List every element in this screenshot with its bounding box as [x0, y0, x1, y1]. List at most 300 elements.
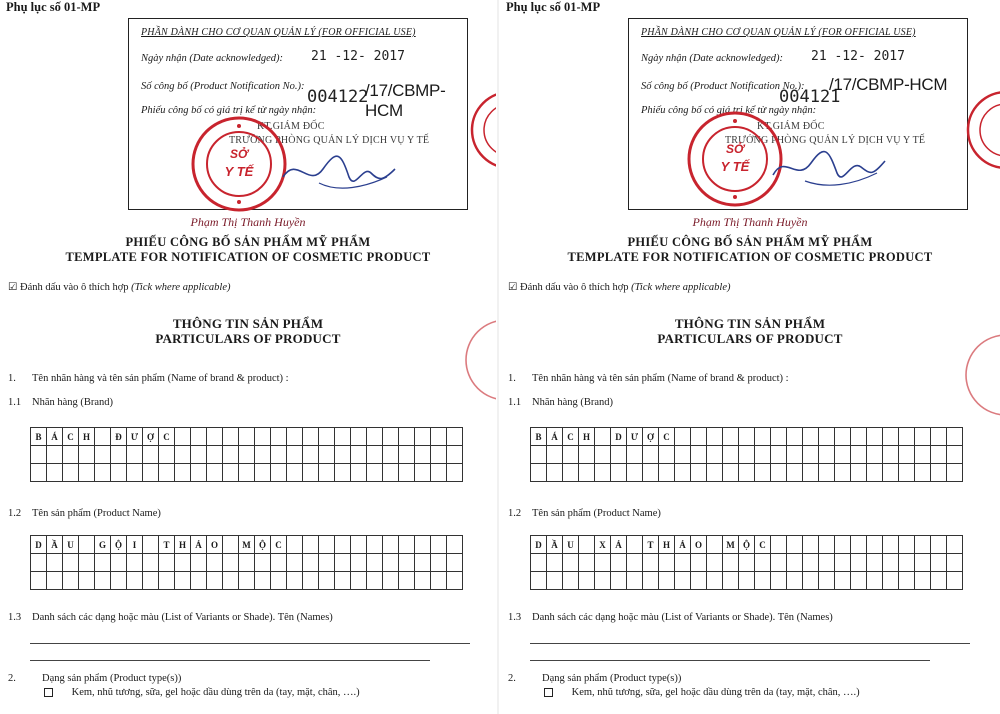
grid-cell[interactable]	[531, 446, 547, 464]
grid-cell[interactable]	[883, 446, 899, 464]
grid-cell[interactable]	[223, 536, 239, 554]
grid-cell[interactable]	[271, 572, 287, 590]
grid-cell[interactable]	[399, 536, 415, 554]
grid-cell[interactable]	[771, 464, 787, 482]
grid-cell[interactable]	[175, 554, 191, 572]
grid-cell[interactable]	[691, 554, 707, 572]
grid-cell[interactable]	[563, 554, 579, 572]
grid-cell[interactable]	[947, 446, 963, 464]
grid-cell[interactable]	[787, 554, 803, 572]
grid-cell[interactable]	[931, 428, 947, 446]
grid-cell[interactable]	[755, 464, 771, 482]
grid-cell[interactable]	[303, 464, 319, 482]
grid-cell[interactable]	[415, 446, 431, 464]
grid-cell[interactable]	[787, 572, 803, 590]
grid-cell[interactable]	[95, 554, 111, 572]
grid-cell[interactable]	[867, 536, 883, 554]
grid-cell[interactable]	[415, 428, 431, 446]
grid-cell[interactable]	[771, 428, 787, 446]
grid-cell[interactable]	[755, 572, 771, 590]
grid-cell[interactable]	[399, 464, 415, 482]
grid-cell[interactable]: B	[531, 428, 547, 446]
grid-cell[interactable]	[803, 536, 819, 554]
grid-cell[interactable]: U	[63, 536, 79, 554]
grid-cell[interactable]: O	[207, 536, 223, 554]
grid-cell[interactable]	[675, 428, 691, 446]
grid-cell[interactable]	[47, 446, 63, 464]
grid-cell[interactable]: B	[31, 428, 47, 446]
grid-cell[interactable]	[819, 446, 835, 464]
grid-cell[interactable]	[579, 536, 595, 554]
grid-cell[interactable]	[63, 464, 79, 482]
grid-cell[interactable]	[739, 446, 755, 464]
grid-cell[interactable]	[367, 572, 383, 590]
checkbox-empty-icon[interactable]	[44, 688, 53, 697]
grid-cell[interactable]	[399, 446, 415, 464]
grid-cell[interactable]	[351, 428, 367, 446]
grid-cell[interactable]	[159, 554, 175, 572]
grid-cell[interactable]	[835, 554, 851, 572]
grid-cell[interactable]: Ầ	[47, 536, 63, 554]
product-type-option[interactable]: Kem, nhũ tương, sữa, gel hoặc dầu dùng trên da (tay, mặt, chân, ….)	[544, 687, 860, 698]
grid-cell[interactable]: H	[659, 536, 675, 554]
grid-cell[interactable]: H	[175, 536, 191, 554]
grid-cell[interactable]	[159, 446, 175, 464]
grid-cell[interactable]	[239, 464, 255, 482]
grid-cell[interactable]	[351, 464, 367, 482]
grid-cell[interactable]	[803, 464, 819, 482]
grid-cell[interactable]	[79, 554, 95, 572]
grid-cell[interactable]: H	[579, 428, 595, 446]
grid-cell[interactable]	[271, 464, 287, 482]
grid-cell[interactable]	[431, 572, 447, 590]
grid-cell[interactable]	[367, 428, 383, 446]
grid-cell[interactable]	[787, 464, 803, 482]
grid-cell[interactable]	[707, 554, 723, 572]
grid-cell[interactable]	[675, 554, 691, 572]
grid-cell[interactable]	[111, 464, 127, 482]
grid-cell[interactable]: D	[611, 428, 627, 446]
grid-cell[interactable]	[835, 428, 851, 446]
grid-cell[interactable]	[191, 446, 207, 464]
grid-cell[interactable]: M	[239, 536, 255, 554]
grid-cell[interactable]	[415, 554, 431, 572]
grid-cell[interactable]	[531, 572, 547, 590]
grid-cell[interactable]	[143, 446, 159, 464]
grid-cell[interactable]	[447, 428, 463, 446]
grid-cell[interactable]	[659, 446, 675, 464]
grid-cell[interactable]	[851, 446, 867, 464]
grid-cell[interactable]	[287, 446, 303, 464]
grid-cell[interactable]: Ộ	[111, 536, 127, 554]
grid-cell[interactable]	[691, 446, 707, 464]
grid-cell[interactable]: Ộ	[739, 536, 755, 554]
grid-cell[interactable]	[175, 572, 191, 590]
grid-cell[interactable]	[207, 572, 223, 590]
grid-cell[interactable]	[947, 536, 963, 554]
grid-cell[interactable]	[723, 464, 739, 482]
grid-cell[interactable]	[239, 446, 255, 464]
grid-cell[interactable]	[287, 536, 303, 554]
grid-cell[interactable]	[883, 428, 899, 446]
grid-cell[interactable]	[367, 536, 383, 554]
grid-cell[interactable]	[367, 464, 383, 482]
grid-cell[interactable]	[947, 554, 963, 572]
grid-cell[interactable]	[127, 572, 143, 590]
grid-cell[interactable]	[931, 446, 947, 464]
grid-cell[interactable]	[563, 464, 579, 482]
grid-cell[interactable]	[111, 554, 127, 572]
grid-cell[interactable]	[947, 464, 963, 482]
grid-cell[interactable]	[643, 446, 659, 464]
grid-cell[interactable]	[867, 428, 883, 446]
grid-cell[interactable]	[447, 572, 463, 590]
grid-cell[interactable]	[867, 554, 883, 572]
grid-cell[interactable]	[787, 428, 803, 446]
grid-cell[interactable]	[771, 536, 787, 554]
grid-cell[interactable]	[835, 572, 851, 590]
grid-cell[interactable]: D	[531, 536, 547, 554]
grid-cell[interactable]	[739, 428, 755, 446]
grid-cell[interactable]	[335, 536, 351, 554]
grid-cell[interactable]	[335, 446, 351, 464]
grid-cell[interactable]: Ầ	[547, 536, 563, 554]
grid-cell[interactable]	[95, 572, 111, 590]
grid-cell[interactable]	[47, 554, 63, 572]
grid-cell[interactable]	[915, 536, 931, 554]
grid-cell[interactable]	[447, 536, 463, 554]
grid-cell[interactable]	[931, 554, 947, 572]
grid-cell[interactable]	[547, 446, 563, 464]
grid-cell[interactable]	[803, 428, 819, 446]
grid-cell[interactable]	[207, 554, 223, 572]
grid-cell[interactable]	[447, 446, 463, 464]
grid-cell[interactable]	[383, 428, 399, 446]
grid-cell[interactable]: C	[755, 536, 771, 554]
grid-cell[interactable]	[931, 536, 947, 554]
grid-cell[interactable]	[755, 428, 771, 446]
grid-cell[interactable]	[627, 464, 643, 482]
grid-cell[interactable]	[867, 446, 883, 464]
grid-cell[interactable]	[675, 464, 691, 482]
grid-cell[interactable]	[351, 536, 367, 554]
grid-cell[interactable]	[415, 536, 431, 554]
grid-cell[interactable]	[899, 428, 915, 446]
grid-cell[interactable]	[723, 428, 739, 446]
grid-cell[interactable]	[899, 446, 915, 464]
grid-cell[interactable]	[611, 554, 627, 572]
grid-cell[interactable]	[595, 446, 611, 464]
grid-cell[interactable]	[755, 554, 771, 572]
grid-cell[interactable]	[143, 464, 159, 482]
grid-cell[interactable]	[691, 428, 707, 446]
grid-cell[interactable]	[383, 536, 399, 554]
grid-cell[interactable]: Á	[547, 428, 563, 446]
grid-cell[interactable]	[899, 572, 915, 590]
grid-cell[interactable]	[111, 446, 127, 464]
grid-cell[interactable]	[319, 428, 335, 446]
grid-cell[interactable]	[563, 446, 579, 464]
grid-cell[interactable]	[383, 446, 399, 464]
grid-cell[interactable]	[79, 536, 95, 554]
grid-cell[interactable]	[175, 428, 191, 446]
grid-cell[interactable]	[627, 536, 643, 554]
grid-cell[interactable]	[883, 536, 899, 554]
grid-cell[interactable]	[287, 554, 303, 572]
grid-cell[interactable]	[803, 572, 819, 590]
grid-cell[interactable]	[883, 554, 899, 572]
grid-cell[interactable]	[303, 428, 319, 446]
grid-cell[interactable]	[79, 446, 95, 464]
grid-cell[interactable]	[691, 572, 707, 590]
grid-cell[interactable]	[287, 572, 303, 590]
grid-cell[interactable]	[803, 554, 819, 572]
grid-cell[interactable]	[819, 464, 835, 482]
grid-cell[interactable]	[547, 572, 563, 590]
grid-cell[interactable]: C	[159, 428, 175, 446]
grid-cell[interactable]	[739, 554, 755, 572]
grid-cell[interactable]	[691, 464, 707, 482]
grid-cell[interactable]	[883, 572, 899, 590]
grid-cell[interactable]: O	[691, 536, 707, 554]
grid-cell[interactable]: M	[723, 536, 739, 554]
checkbox-empty-icon[interactable]	[544, 688, 553, 697]
grid-cell[interactable]	[191, 428, 207, 446]
grid-cell[interactable]: Ộ	[255, 536, 271, 554]
grid-cell[interactable]	[255, 428, 271, 446]
grid-cell[interactable]	[399, 428, 415, 446]
grid-cell[interactable]	[223, 446, 239, 464]
grid-cell[interactable]	[931, 464, 947, 482]
grid-cell[interactable]	[31, 464, 47, 482]
grid-cell[interactable]	[335, 428, 351, 446]
grid-cell[interactable]	[643, 572, 659, 590]
grid-cell[interactable]	[367, 446, 383, 464]
grid-cell[interactable]: Ả	[611, 536, 627, 554]
grid-cell[interactable]	[595, 428, 611, 446]
grid-cell[interactable]	[915, 572, 931, 590]
grid-cell[interactable]	[707, 536, 723, 554]
grid-cell[interactable]	[399, 572, 415, 590]
grid-cell[interactable]	[191, 554, 207, 572]
grid-cell[interactable]	[931, 572, 947, 590]
grid-cell[interactable]	[531, 554, 547, 572]
grid-cell[interactable]	[79, 572, 95, 590]
grid-cell[interactable]	[127, 464, 143, 482]
grid-cell[interactable]	[335, 572, 351, 590]
grid-cell[interactable]	[915, 428, 931, 446]
grid-cell[interactable]	[563, 572, 579, 590]
grid-cell[interactable]: X	[595, 536, 611, 554]
grid-cell[interactable]	[835, 536, 851, 554]
grid-cell[interactable]	[915, 554, 931, 572]
grid-cell[interactable]: C	[63, 428, 79, 446]
grid-cell[interactable]	[239, 428, 255, 446]
grid-cell[interactable]: Ợ	[143, 428, 159, 446]
grid-cell[interactable]	[851, 572, 867, 590]
grid-cell[interactable]	[579, 464, 595, 482]
grid-cell[interactable]	[207, 446, 223, 464]
grid-cell[interactable]	[303, 554, 319, 572]
grid-cell[interactable]	[947, 428, 963, 446]
grid-cell[interactable]	[431, 554, 447, 572]
grid-cell[interactable]	[723, 554, 739, 572]
grid-cell[interactable]	[303, 536, 319, 554]
grid-cell[interactable]	[915, 464, 931, 482]
grid-cell[interactable]	[899, 536, 915, 554]
grid-cell[interactable]	[319, 572, 335, 590]
grid-cell[interactable]	[143, 554, 159, 572]
grid-cell[interactable]	[319, 464, 335, 482]
grid-cell[interactable]	[287, 428, 303, 446]
grid-cell[interactable]	[819, 428, 835, 446]
grid-cell[interactable]	[643, 554, 659, 572]
grid-cell[interactable]	[335, 554, 351, 572]
grid-cell[interactable]	[883, 464, 899, 482]
grid-cell[interactable]	[335, 464, 351, 482]
grid-cell[interactable]: Á	[47, 428, 63, 446]
grid-cell[interactable]	[819, 554, 835, 572]
grid-cell[interactable]	[595, 554, 611, 572]
grid-cell[interactable]	[351, 554, 367, 572]
grid-cell[interactable]	[447, 554, 463, 572]
grid-cell[interactable]	[383, 554, 399, 572]
grid-cell[interactable]	[31, 446, 47, 464]
grid-cell[interactable]	[287, 464, 303, 482]
grid-cell[interactable]	[191, 572, 207, 590]
grid-cell[interactable]: Ư	[627, 428, 643, 446]
grid-cell[interactable]	[707, 572, 723, 590]
grid-cell[interactable]	[175, 464, 191, 482]
grid-cell[interactable]	[415, 572, 431, 590]
grid-cell[interactable]	[675, 572, 691, 590]
grid-cell[interactable]	[95, 428, 111, 446]
grid-cell[interactable]	[851, 464, 867, 482]
grid-cell[interactable]	[319, 536, 335, 554]
grid-cell[interactable]	[771, 554, 787, 572]
grid-cell[interactable]	[947, 572, 963, 590]
grid-cell[interactable]	[819, 572, 835, 590]
grid-cell[interactable]	[223, 428, 239, 446]
grid-cell[interactable]	[707, 428, 723, 446]
grid-cell[interactable]	[819, 536, 835, 554]
grid-cell[interactable]	[31, 554, 47, 572]
grid-cell[interactable]	[255, 464, 271, 482]
grid-cell[interactable]	[659, 554, 675, 572]
grid-cell[interactable]	[191, 464, 207, 482]
grid-cell[interactable]	[431, 536, 447, 554]
grid-cell[interactable]	[835, 446, 851, 464]
grid-cell[interactable]	[899, 464, 915, 482]
grid-cell[interactable]	[31, 572, 47, 590]
grid-cell[interactable]	[207, 428, 223, 446]
grid-cell[interactable]	[739, 464, 755, 482]
grid-cell[interactable]	[431, 428, 447, 446]
grid-cell[interactable]	[659, 572, 675, 590]
grid-cell[interactable]	[47, 572, 63, 590]
grid-cell[interactable]	[803, 446, 819, 464]
grid-cell[interactable]	[659, 464, 675, 482]
grid-cell[interactable]: Đ	[111, 428, 127, 446]
grid-cell[interactable]	[303, 446, 319, 464]
grid-cell[interactable]	[851, 428, 867, 446]
grid-cell[interactable]	[547, 554, 563, 572]
grid-cell[interactable]	[915, 446, 931, 464]
grid-cell[interactable]	[143, 536, 159, 554]
grid-cell[interactable]	[143, 572, 159, 590]
grid-cell[interactable]	[611, 464, 627, 482]
grid-cell[interactable]	[239, 554, 255, 572]
grid-cell[interactable]: I	[127, 536, 143, 554]
grid-cell[interactable]	[351, 572, 367, 590]
grid-cell[interactable]	[367, 554, 383, 572]
grid-cell[interactable]	[303, 572, 319, 590]
grid-cell[interactable]	[63, 572, 79, 590]
grid-cell[interactable]: C	[563, 428, 579, 446]
grid-cell[interactable]	[383, 572, 399, 590]
grid-cell[interactable]	[787, 446, 803, 464]
grid-cell[interactable]	[351, 446, 367, 464]
grid-cell[interactable]	[271, 554, 287, 572]
grid-cell[interactable]: T	[643, 536, 659, 554]
grid-cell[interactable]	[175, 446, 191, 464]
grid-cell[interactable]	[111, 572, 127, 590]
grid-cell[interactable]	[899, 554, 915, 572]
grid-cell[interactable]: G	[95, 536, 111, 554]
grid-cell[interactable]	[707, 464, 723, 482]
grid-cell[interactable]	[223, 572, 239, 590]
grid-cell[interactable]	[79, 464, 95, 482]
grid-cell[interactable]	[611, 572, 627, 590]
grid-cell[interactable]	[319, 554, 335, 572]
grid-cell[interactable]: H	[79, 428, 95, 446]
grid-cell[interactable]	[771, 446, 787, 464]
grid-cell[interactable]	[399, 554, 415, 572]
grid-cell[interactable]	[431, 446, 447, 464]
grid-cell[interactable]	[675, 446, 691, 464]
grid-cell[interactable]	[707, 446, 723, 464]
grid-cell[interactable]	[867, 572, 883, 590]
grid-cell[interactable]	[547, 464, 563, 482]
grid-cell[interactable]	[127, 554, 143, 572]
grid-cell[interactable]	[207, 464, 223, 482]
product-type-option[interactable]: Kem, nhũ tương, sữa, gel hoặc dầu dùng trên da (tay, mặt, chân, ….)	[44, 687, 360, 698]
grid-cell[interactable]	[723, 572, 739, 590]
grid-cell[interactable]	[271, 446, 287, 464]
grid-cell[interactable]	[611, 446, 627, 464]
grid-cell[interactable]	[579, 446, 595, 464]
grid-cell[interactable]	[723, 446, 739, 464]
grid-cell[interactable]	[867, 464, 883, 482]
grid-cell[interactable]	[755, 446, 771, 464]
grid-cell[interactable]	[579, 554, 595, 572]
grid-cell[interactable]	[63, 554, 79, 572]
grid-cell[interactable]: Ợ	[643, 428, 659, 446]
grid-cell[interactable]	[643, 464, 659, 482]
grid-cell[interactable]: U	[563, 536, 579, 554]
grid-cell[interactable]	[835, 464, 851, 482]
grid-cell[interactable]	[255, 554, 271, 572]
grid-cell[interactable]	[127, 446, 143, 464]
grid-cell[interactable]: Ả	[675, 536, 691, 554]
grid-cell[interactable]	[63, 446, 79, 464]
grid-cell[interactable]	[595, 464, 611, 482]
grid-cell[interactable]	[47, 464, 63, 482]
grid-cell[interactable]	[771, 572, 787, 590]
grid-cell[interactable]: C	[659, 428, 675, 446]
grid-cell[interactable]: D	[31, 536, 47, 554]
grid-cell[interactable]	[383, 464, 399, 482]
